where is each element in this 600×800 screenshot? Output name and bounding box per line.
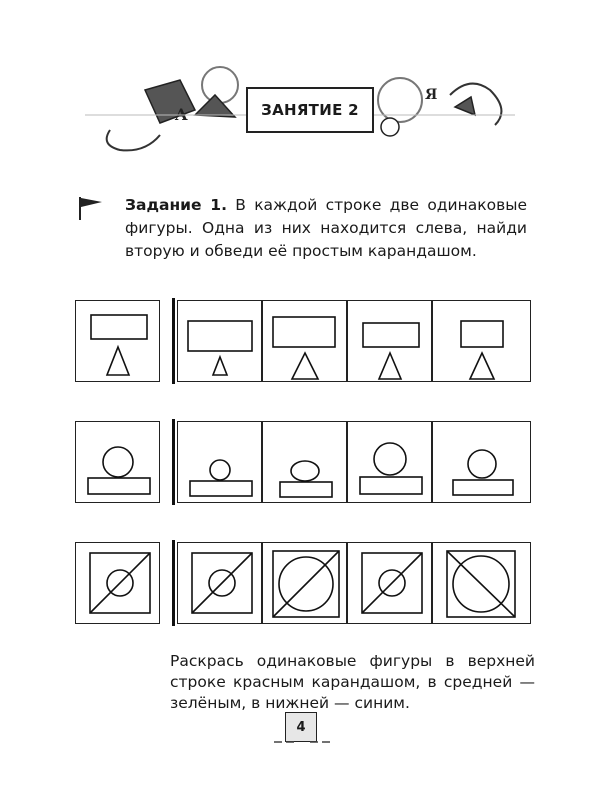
rectangle-triangle-figure: [76, 301, 161, 383]
choice-cell[interactable]: [177, 421, 262, 503]
choice-cell[interactable]: [432, 542, 531, 624]
row-divider: [172, 540, 175, 626]
choice-cell[interactable]: [177, 300, 262, 382]
svg-text:A: A: [175, 105, 188, 124]
swirl-right-icon: [450, 84, 501, 125]
circle-rectangle-figure: [433, 422, 532, 504]
rectangle-triangle-figure: [178, 301, 263, 383]
row-divider: [172, 298, 175, 384]
task-text: В каждой строке две одинаковые фигуры. Одна из них находится слева, найди вторую и обведи её простым карандашом.: [125, 196, 527, 260]
choice-cell[interactable]: [262, 300, 347, 382]
cat-icon: [195, 95, 235, 117]
choice-cell[interactable]: [347, 542, 432, 624]
circle-rectangle-row: [75, 421, 531, 503]
square-circle-diagonal-figure: [263, 543, 348, 625]
rectangle-triangle-figure: [348, 301, 433, 383]
choice-cell[interactable]: [347, 421, 432, 503]
ellipse-rectangle-figure: [263, 422, 348, 504]
circle-rectangle-figure: [178, 422, 263, 504]
choice-cell[interactable]: [262, 542, 347, 624]
choice-cell[interactable]: [347, 300, 432, 382]
block-icon: [145, 80, 195, 123]
square-circle-diagonal-figure: [76, 543, 161, 625]
choice-cell[interactable]: [432, 421, 531, 503]
flag-icon: [76, 195, 106, 221]
lesson-title: [246, 87, 374, 133]
choice-cell[interactable]: [432, 300, 531, 382]
instruction-paragraph: Раскрась одинаковые фигуры в верхней строке красным карандашом, в средней — зелёным, в нижней — синим.: [170, 652, 535, 712]
square-circle-diagonal-figure: [348, 543, 433, 625]
circle-rectangle-figure: [76, 422, 161, 504]
square-circle-diagonal-row: [75, 542, 531, 624]
sample-cell: [75, 542, 160, 624]
rectangle-triangle-row: [75, 300, 531, 382]
choice-cell[interactable]: [262, 421, 347, 503]
row-divider: [172, 419, 175, 505]
rectangle-triangle-figure: [433, 301, 532, 383]
task-paragraph: [125, 194, 527, 263]
page-number-text: 4: [296, 719, 306, 735]
choice-cell[interactable]: [177, 542, 262, 624]
swirl-left-icon: [107, 130, 160, 150]
svg-text:Я: Я: [425, 87, 438, 103]
task-label: Задание 1.: [125, 196, 227, 214]
lesson-title-text: ЗАНЯТИЕ 2: [261, 101, 359, 119]
sample-cell: [75, 421, 160, 503]
page-ornament-icon: [272, 738, 332, 746]
sample-cell: [75, 300, 160, 382]
circle-rectangle-figure: [348, 422, 433, 504]
square-circle-diagonal-figure: [433, 543, 532, 625]
rectangle-triangle-figure: [263, 301, 348, 383]
square-circle-diagonal-figure: [178, 543, 263, 625]
leaf-icon: [455, 97, 475, 115]
